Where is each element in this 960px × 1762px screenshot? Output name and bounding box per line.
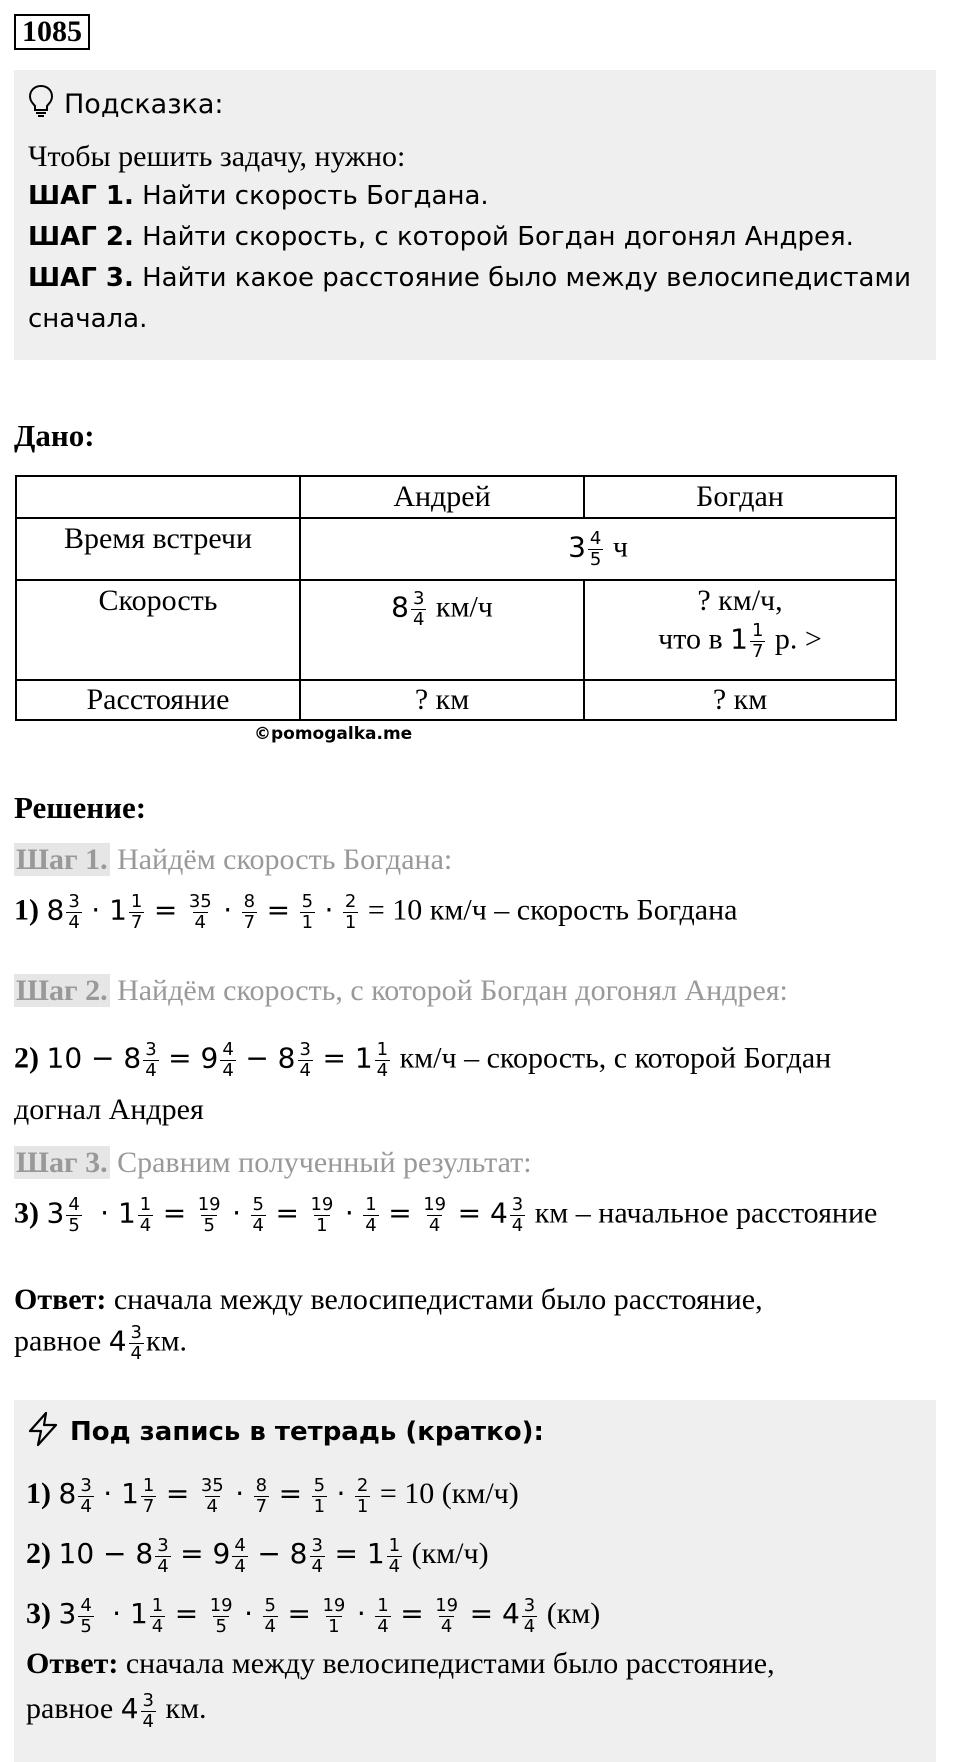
- hint-title: Подсказка:: [64, 88, 224, 120]
- time-value: 3 $\frac{4}{5}$ ч: [300, 518, 896, 580]
- andrey-speed: 8 $\frac{3}{4}$ км/ч: [300, 580, 584, 680]
- lightbulb-icon: [28, 84, 54, 125]
- hint-panel: [14, 70, 936, 360]
- bogdan-speed: ? км/ч, что в 1 $\frac{1}{7}$ р. >: [584, 580, 896, 680]
- answer: Ответ: сначала между велосипедистами было расстояние, равное 4 $\frac{3}{4}$ км.: [14, 1283, 763, 1364]
- solution-step-2: Шаг 2. Найдём скорость, с которой Богдан догонял Андрея:: [16, 974, 788, 1007]
- lightning-icon: [26, 1411, 60, 1454]
- solution-step-3: Шаг 3. Сравним полученный результат:: [16, 1146, 532, 1179]
- solution-step-1: Шаг 1. Найдём скорость Богдана:: [16, 843, 453, 876]
- hint-step-3: ШАГ 3. Найти какое расстояние было между велосипедистами сначала.: [28, 263, 911, 334]
- given-title: Дано:: [14, 418, 95, 453]
- hint-header: [28, 82, 922, 126]
- hint-intro: Чтобы решить задачу, нужно:: [28, 140, 406, 173]
- table-corner: [16, 476, 300, 518]
- given-table: [15, 475, 897, 721]
- col-header-bogdan: Богдан: [584, 476, 896, 518]
- notebook-panel: [14, 1400, 936, 1762]
- watermark: ©pomogalka.me: [254, 724, 413, 744]
- notebook-header: [26, 1410, 924, 1454]
- row-label-time: Время встречи: [16, 518, 300, 580]
- row-label-distance: Расстояние: [16, 680, 300, 720]
- task-number: 1085: [14, 14, 90, 50]
- hint-step-2: ШАГ 2. Найти скорость, с которой Богдан догонял Андрея.: [28, 222, 854, 252]
- notebook-equation-3: 3) 3 $\frac{4}{5}$ · 1 $\frac{1}{4}$ = $\frac{19}{5}$ · $\frac{5}{4}$ = $\frac{19}{1}$ · $\frac{1}{4}$ = $\frac{19}{4}$ = 4 $\frac{3}{4}$ (км): [26, 1594, 601, 1637]
- notebook-equation-1: 1) 8 $\frac{3}{4}$ · 1 $\frac{1}{7}$ = $\frac{35}{4}$ · $\frac{8}{7}$ = $\frac{5}{1}$ · $\frac{2}{1}$ = 10 (км/ч): [26, 1474, 519, 1517]
- equation-2: 2) 10 − 8 $\frac{3}{4}$ = 9 $\frac{4}{4}$ − 8 $\frac{3}{4}$ = 1 $\frac{1}{4}$ км/ч – скорость, с которой Богдан: [14, 1039, 832, 1081]
- solution-title: Решение:: [14, 790, 147, 825]
- hint-step-1: ШАГ 1. Найти скорость Богдана.: [28, 181, 489, 211]
- col-header-andrey: Андрей: [300, 476, 584, 518]
- notebook-answer: Ответ: сначала между велосипедистами было расстояние,: [26, 1647, 775, 1680]
- notebook-equation-2: 2) 10 − 8 $\frac{3}{4}$ = 9 $\frac{4}{4}$ − 8 $\frac{3}{4}$ = 1 $\frac{1}{4}$ (км/ч): [26, 1534, 489, 1577]
- equation-1: 1) 8 $\frac{3}{4}$ · 1 $\frac{1}{7}$ = $\frac{35}{4}$ · $\frac{8}{7}$ = $\frac{5}{1}$ · $\frac{2}{1}$ = 10 км/ч – скорость Богдана: [14, 891, 738, 933]
- notebook-answer-continued: равное 4 $\frac{3}{4}$ км.: [26, 1689, 207, 1732]
- equation-2-continued: догнал Андрея: [14, 1093, 204, 1126]
- row-label-speed: Скорость: [16, 580, 300, 680]
- equation-3: 3) 3 $\frac{4}{5}$ · 1 $\frac{1}{4}$ = $\frac{19}{5}$ · $\frac{5}{4}$ = $\frac{19}{1}$ · $\frac{1}{4}$ = $\frac{19}{4}$ = 4 $\frac{3}{4}$ км – начальное расстояние: [14, 1194, 878, 1236]
- andrey-distance: ? км: [300, 680, 584, 720]
- bogdan-distance: ? км: [584, 680, 896, 720]
- notebook-title: Под запись в тетрадь (кратко):: [70, 1417, 544, 1447]
